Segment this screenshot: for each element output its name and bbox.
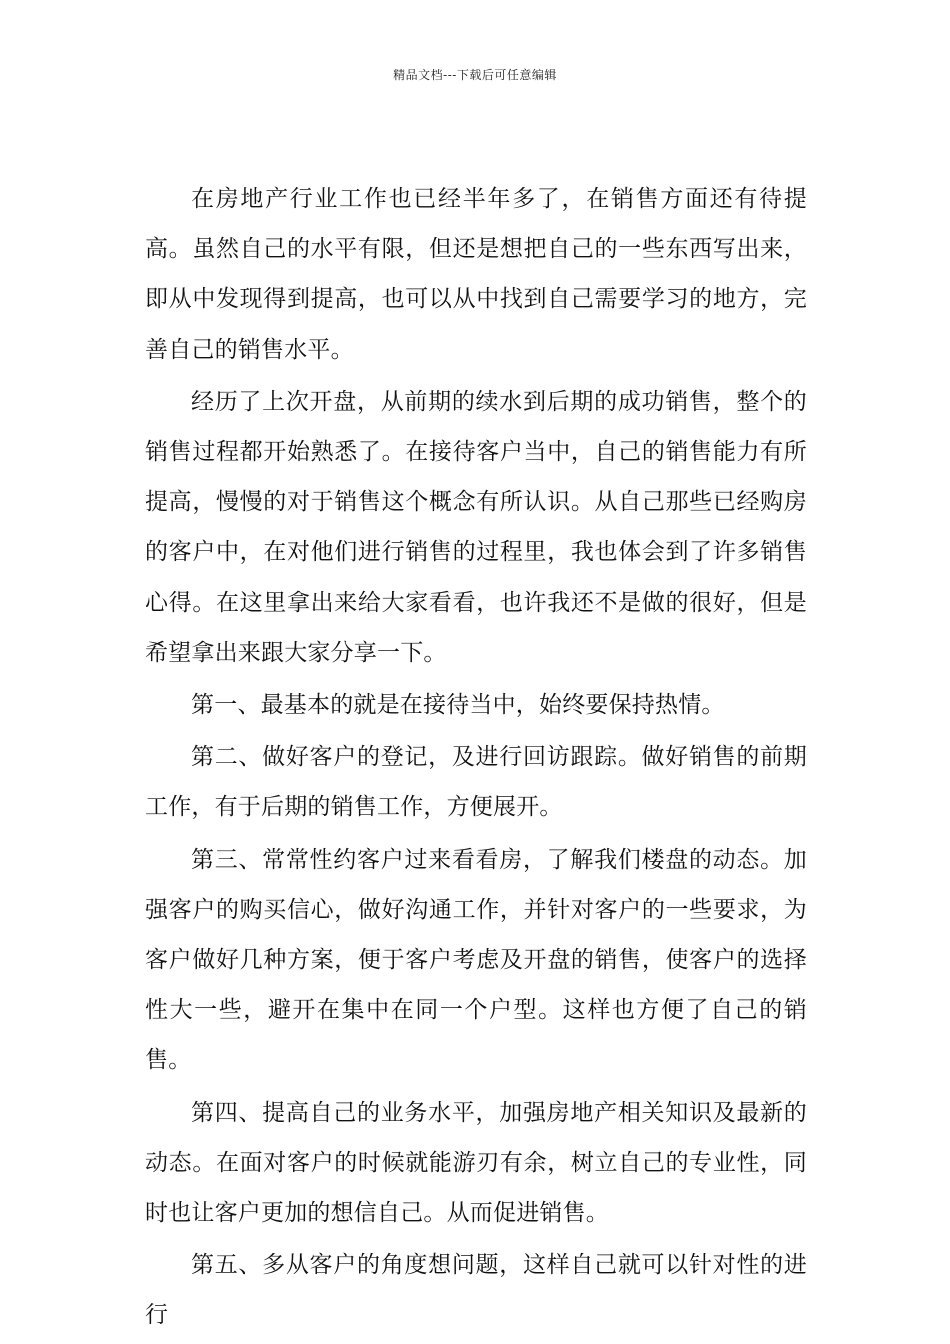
paragraph-point-2: 第二、做好客户的登记，及进行回访跟踪。做好销售的前期工作，有于后期的销售工作，方便展开。	[145, 744, 807, 821]
paragraph-point-1: 第一、最基本的就是在接待当中，始终要保持热情。	[191, 692, 725, 719]
paragraph-point-4: 第四、提高自己的业务水平，加强房地产相关知识及最新的动态。在面对客户的时候就能游刃有余，树立自己的专业性，同时也让客户更加的想信自己。从而促进销售。	[145, 1099, 807, 1227]
page-header: 精品文档---下载后可任意编辑	[393, 68, 557, 82]
paragraph-experience: 经历了上次开盘，从前期的续水到后期的成功销售，整个的销售过程都开始熟悉了。在接待客户当中，自己的销售能力有所提高，慢慢的对于销售这个概念有所认识。从自己那些已经购房的客户中，在对他们进行销售的过程里，我也体会到了许多销售心得。在这里拿出来给大家看看，也许我还不是做的很好，但是希望拿出来跟大家分享一下。	[145, 388, 807, 666]
paragraph-point-3: 第三、常常性约客户过来看看房，了解我们楼盘的动态。加强客户的购买信心，做好沟通工作，并针对客户的一些要求，为客户做好几种方案，便于客户考虑及开盘的销售，使客户的选择性大一些，避开在集中在同一个户型。这样也方便了自己的销售。	[145, 846, 807, 1074]
paragraph-intro: 在房地产行业工作也已经半年多了，在销售方面还有待提高。虽然自己的水平有限，但还是想把自己的一些东西写出来，即从中发现得到提高，也可以从中找到自己需要学习的地方，完善自己的销售水平。	[145, 186, 807, 363]
document-body	[145, 174, 807, 1343]
paragraph-point-5: 第五、多从客户的角度想问题，这样自己就可以针对性的进行	[145, 1252, 807, 1329]
